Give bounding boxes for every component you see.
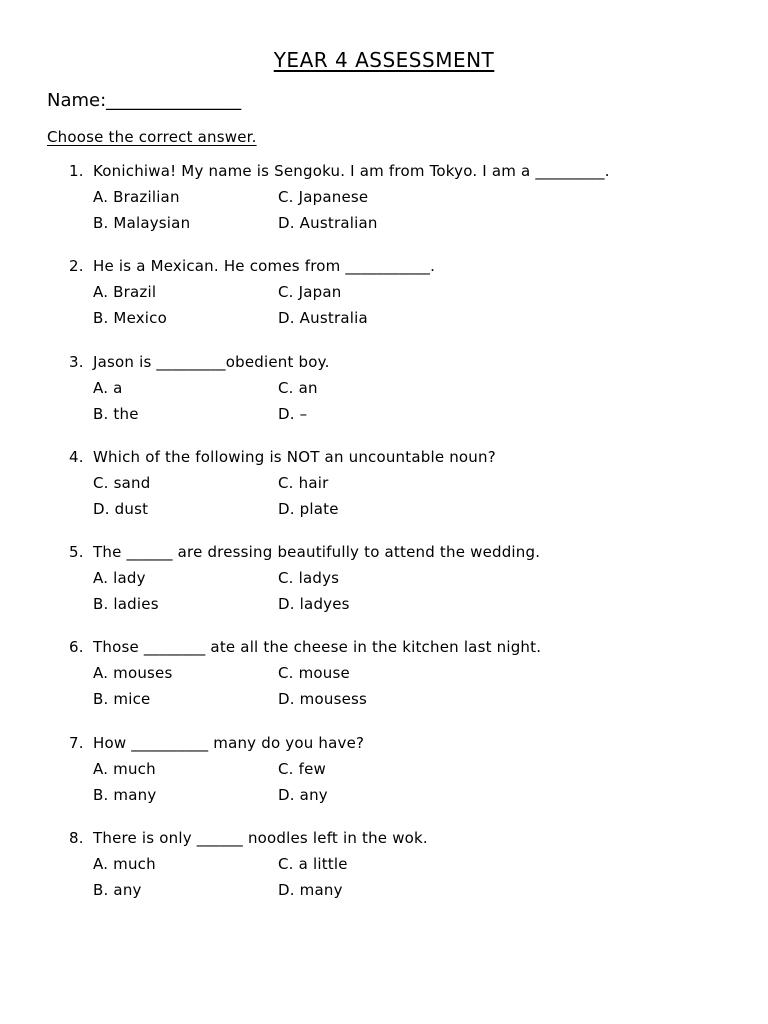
question-line <box>69 353 330 371</box>
option[interactable]: D. mousess <box>278 690 368 709</box>
option[interactable]: A. mouses <box>93 664 173 683</box>
name-label: Name: <box>47 90 107 111</box>
option[interactable]: C. mouse <box>278 664 350 683</box>
question-number: 7. <box>69 733 84 752</box>
question-3 <box>0 353 768 448</box>
option[interactable]: C. hair <box>278 473 329 492</box>
question-number: 8. <box>69 829 84 848</box>
option[interactable]: C. an <box>278 378 318 397</box>
question-number: 1. <box>69 162 84 180</box>
question-line <box>69 734 364 752</box>
option[interactable]: D. Australian <box>278 214 378 232</box>
option[interactable]: C. ladys <box>278 569 340 588</box>
question-5 <box>0 543 768 638</box>
question-8 <box>0 829 768 924</box>
option[interactable]: C. Japanese <box>278 188 369 206</box>
question-number: 3. <box>69 352 84 371</box>
question-text: The ______ are dressing beautifully to attend the wedding. <box>93 543 541 562</box>
question-6 <box>0 638 768 733</box>
option[interactable]: D. any <box>278 785 328 804</box>
option[interactable]: C. a little <box>278 855 348 874</box>
instruction: Choose the correct answer. <box>47 128 257 146</box>
option[interactable]: B. ladies <box>93 595 159 614</box>
option[interactable]: D. Australia <box>278 309 368 328</box>
option[interactable]: B. the <box>93 404 139 423</box>
question-line <box>69 257 435 275</box>
option[interactable]: B. mice <box>93 690 151 709</box>
page-title: YEAR 4 ASSESSMENT <box>273 48 495 72</box>
option[interactable]: A. a <box>93 378 123 397</box>
option[interactable]: A. much <box>93 855 156 874</box>
question-text: He is a Mexican. He comes from ___________. <box>93 257 436 276</box>
option[interactable]: B. any <box>93 881 142 900</box>
question-7 <box>0 734 768 829</box>
question-text: Those ________ ate all the cheese in the kitchen last night. <box>93 638 542 657</box>
option[interactable]: C. sand <box>93 473 151 492</box>
option[interactable]: D. dust <box>93 499 149 518</box>
option[interactable]: C. Japan <box>278 283 342 302</box>
question-text: Konichiwa! My name is Sengoku. I am from Tokyo. I am a _________. <box>93 162 610 180</box>
option[interactable]: D. ladyes <box>278 595 350 614</box>
question-line <box>69 638 541 656</box>
question-line <box>69 829 428 847</box>
question-number: 4. <box>69 447 84 466</box>
option[interactable]: D. many <box>278 881 343 900</box>
question-number: 6. <box>69 638 84 657</box>
question-4 <box>0 448 768 543</box>
option[interactable]: B. Malaysian <box>93 214 191 232</box>
option[interactable]: A. much <box>93 759 156 778</box>
question-2 <box>0 257 768 352</box>
question-line <box>69 543 540 561</box>
question-text: There is only ______ noodles left in the wok. <box>93 829 428 848</box>
question-number: 2. <box>69 257 84 276</box>
question-text: How __________ many do you have? <box>93 733 365 752</box>
question-list <box>0 162 768 924</box>
option[interactable]: A. lady <box>93 569 146 588</box>
option[interactable]: D. – <box>278 404 308 423</box>
name-field <box>47 90 241 111</box>
option[interactable]: A. Brazil <box>93 283 157 302</box>
name-blank[interactable]: _______________ <box>106 90 242 111</box>
option[interactable]: B. many <box>93 785 157 804</box>
option[interactable]: C. few <box>278 759 326 778</box>
question-number: 5. <box>69 543 84 562</box>
option[interactable]: A. Brazilian <box>93 188 180 206</box>
question-1 <box>0 162 768 257</box>
question-line <box>69 448 496 466</box>
question-text: Jason is _________obedient boy. <box>93 352 330 371</box>
option[interactable]: D. plate <box>278 499 339 518</box>
question-text: Which of the following is NOT an uncountable noun? <box>93 447 496 466</box>
question-line <box>69 162 610 180</box>
option[interactable]: B. Mexico <box>93 309 168 328</box>
